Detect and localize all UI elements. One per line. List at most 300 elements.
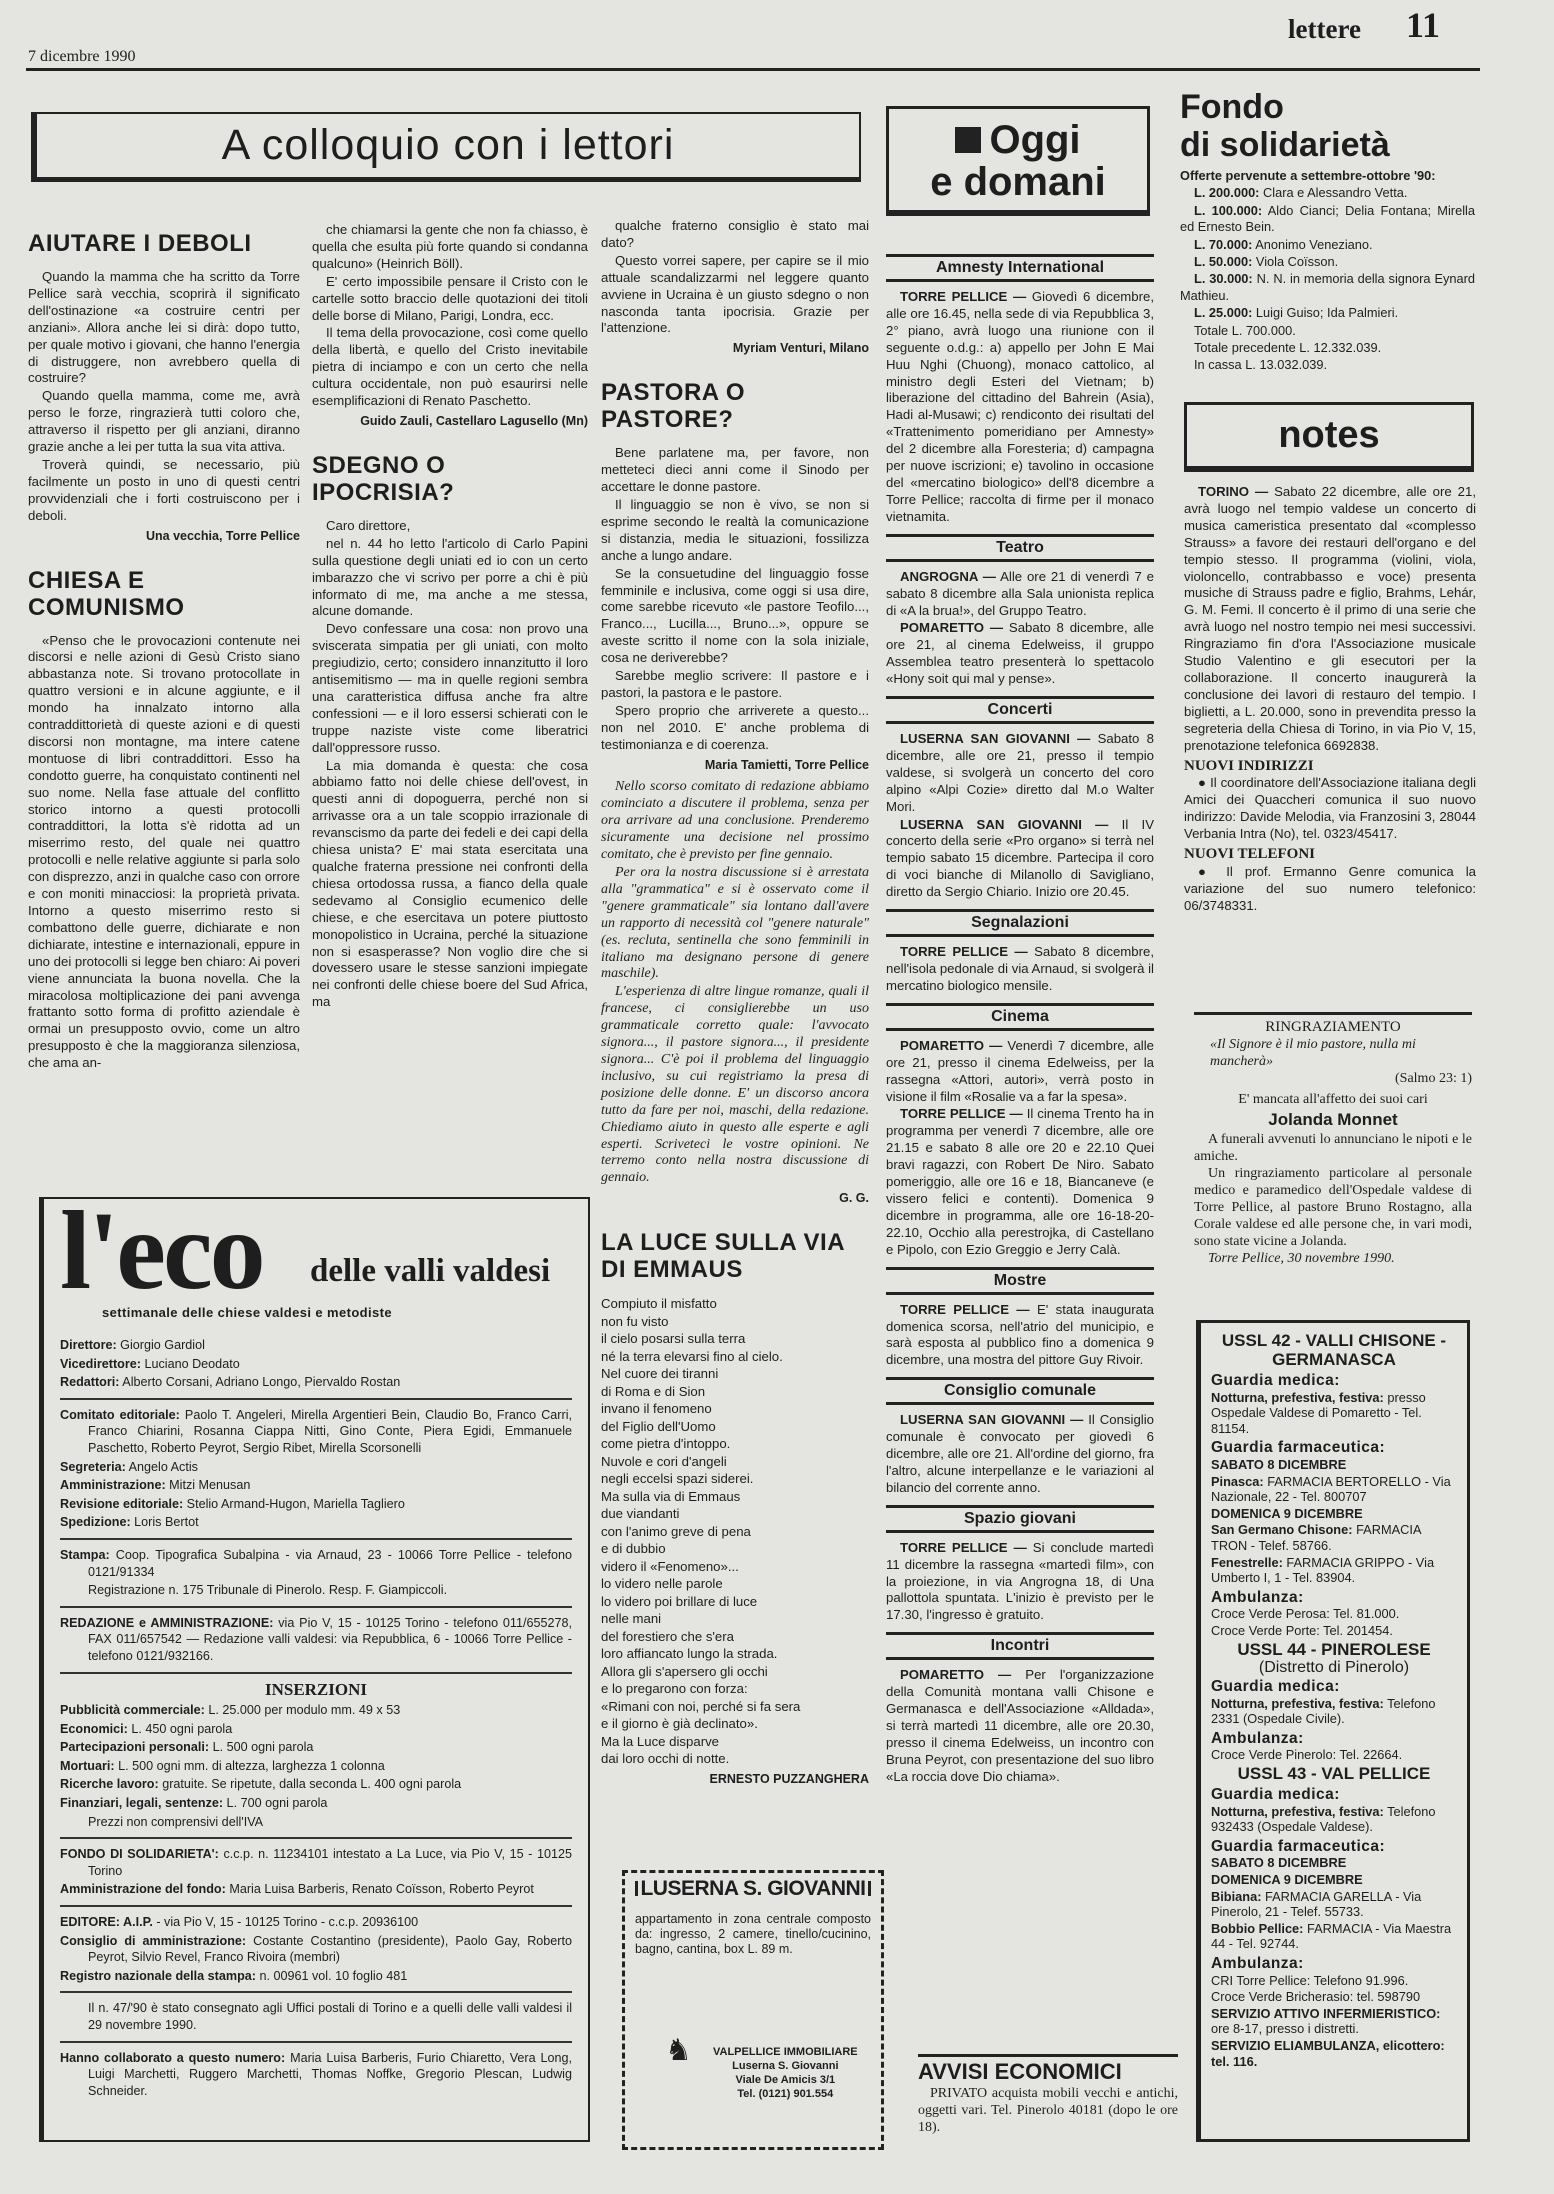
- fondo-list: [1180, 168, 1475, 375]
- fondo-items: [1180, 185, 1475, 373]
- paragraph: Sarebbe meglio scrivere: Il pastore e i pastori, la pastora e le pastore.: [601, 668, 869, 700]
- service-line: [1211, 1872, 1457, 1888]
- paragraph: Questo vorrei sapere, per capire se il mio attuale scandalizzarmi nel leggere quanto avviene in Ucraina è un giusto sdegno o non nasconda tanta ipocrisia. Grazie per l'attenzione.: [601, 252, 869, 336]
- service-line: [1211, 1855, 1457, 1871]
- notes-title: notes: [1278, 414, 1380, 456]
- lead-label: ●: [1198, 863, 1215, 879]
- poem-line: né la terra elevarsi fino al cielo.: [601, 1348, 783, 1364]
- avvisi-title: AVVISI ECONOMICI: [918, 2054, 1178, 2085]
- signature: Maria Tamietti, Torre Pellice: [704, 757, 869, 772]
- lead-label: L. 50.000:: [1194, 254, 1253, 270]
- paragraph-text: L. 700 ogni parola: [223, 1796, 328, 1811]
- oggi-subtitle: e domani: [930, 160, 1106, 204]
- divider: [60, 1837, 572, 1839]
- article-heading: SDEGNO O IPOCRISIA?: [312, 451, 455, 506]
- paragraph: [60, 1582, 572, 1599]
- paragraph-text: Mitzi Menusan: [165, 1478, 251, 1493]
- lead-label: Consiglio di amministrazione:: [60, 1933, 247, 1948]
- paragraph: Totale precedente L. 12.332.039.: [1194, 340, 1382, 356]
- section-heading: Teatro: [886, 534, 1154, 562]
- paragraph-text: Venerdì 7 dicembre, alle ore 21, presso il cinema Edelweiss, per la rassegna «Attori, autori», verrà posto in visione il film «Rosalie va a far la spesa».: [886, 1037, 1154, 1104]
- paragraph-text: Sabato 22 dicembre, alle ore 21, avrà luogo nel tempio valdese un concerto di musica cameristica presentato dal «complesso Strauss» a favore dei restauri dell'organo e del tempio stesso. Il programma (violini, viola, violoncello, contrabbasso e voce) presenta musiche di Strauss padre e figlio, Brahms, Lehár, G. M. Femi. Il concerto è il primo di una serie che avrà luogo nel nostro tempio nei mesi successivi. Ringraziamo fin d'ora l'Associazione musicale Studio Valentino e gli esecutori per la collaborazione. Il concerto inaugurerà la conclusione dei lavori di restauro del tempio. I biglietti, a L. 20.000, sono in prevendita presso la segreteria della Chiesa di Torino, in via Pio V, 15, prenotazione telefonica 6692838.: [1184, 484, 1476, 753]
- paragraph-text: Per l'organizzazione della Comunità montana valli Chisone e Germanasca e dell'Associazione «Alldada», si terrà martedì 11 dicembre, alle ore 20.30, presso il cinema Edelweiss, un incontro con Bruna Peyrot, con presentazione del suo libro «La roccia dove Dio chiama».: [886, 1667, 1154, 1784]
- paragraph: Croce Verde Pinerolo: Tel. 22664.: [1211, 1747, 1403, 1763]
- paragraph-text: Sabato 8 dicembre, alle ore 21, presso il tempio valdese, si svolgerà un concerto del coro alpino «Alpi Cozie» diretto dal M.o Walter Mori.: [886, 731, 1154, 814]
- service-label: SERVIZIO ATTIVO INFERMIERISTICO:: [1211, 2005, 1441, 2021]
- ad-agency: VALPELLICE IMMOBILIARE: [713, 2046, 858, 2058]
- paragraph: [60, 1459, 572, 1476]
- divider: [60, 1905, 572, 1907]
- paragraph-text: Alle ore 21 di venerdì 7 e sabato 8 dicembre alla Sala unionista replica di «A la brua!», del Gruppo Teatro.: [886, 568, 1154, 618]
- paragraph: [60, 1407, 572, 1457]
- paragraph: [60, 1496, 572, 1513]
- divider: [60, 1398, 572, 1400]
- lead-label: Direttore:: [60, 1338, 117, 1352]
- paragraph: Devo confessare una cosa: non provo una sviscerata simpatia per gli uniati, con molto pregiudizio, certo; considero innanzitutto il loro antisemitismo — ma in quelle regioni sembra una caratteristica diffusa anche fra altre confessioni — e il loro essersi schierati con le truppe naziste viste come liberatrici dall'oppressore russo.: [312, 621, 588, 755]
- paragraph-text: Anonimo Veneziano.: [1252, 236, 1373, 252]
- paragraph: [886, 1540, 1154, 1625]
- ringr-p2: Un ringraziamento particolare al personale medico e paramedico dell'Ospedale valdese di Torre Pellice, al pastore Bruno Rostagno, alla Corale valdese ed alle persone che, in vari modi, sono state vicine a Jolanda.: [1194, 1166, 1472, 1249]
- poem-line: nelle mani: [601, 1611, 662, 1627]
- masthead-logo: [60, 1189, 572, 1325]
- service-label: Notturna, prefestiva, festiva:: [1211, 1803, 1384, 1819]
- lead-label: TORRE PELLICE —: [900, 1106, 1023, 1122]
- paragraph: [60, 1776, 572, 1793]
- service-heading: Ambulanza:: [1211, 1729, 1304, 1747]
- lead-label: TORRE PELLICE —: [900, 1539, 1027, 1555]
- service-heading: Guardia farmaceutica:: [1211, 1837, 1386, 1855]
- lead-label: Spedizione:: [60, 1515, 131, 1530]
- lead-label: LUSERNA SAN GIOVANNI —: [900, 816, 1109, 832]
- lead-label: TORRE PELLICE —: [900, 1301, 1030, 1317]
- paragraph: [60, 1702, 572, 1719]
- poem-line: dai loro occhi di notte.: [601, 1751, 730, 1767]
- lead-label: ●: [1198, 775, 1207, 791]
- service-label: Bobbio Pellice:: [1211, 1920, 1304, 1936]
- service-detail: FARMACIA BERTORELLO - Via Nazionale, 22 - Tel. 800707: [1211, 1473, 1451, 1505]
- paragraph: La mia domanda è questa: che cosa abbiamo fatto noi delle chiese dell'ovest, in questi anni di dopoguerra, perché non si arrivasse ora a un tale scoppio irrazionale di revanscismo da parte dei fedeli e dei capi della chiesa unista? E' mai stata esercitata una qualche fraterna pressione nei confronti della chiesa ortodossa russa, a fianco della quale sedevamo al Consiglio ecumenico delle chiese, e che esercitava un potere piuttosto monopolistico in Ucraina, perché la situazione non si esasperasse? Non voglio dire che si dovessero usare le stesse sanzioni impiegate nei confronti delle chiese boere del Sud Africa, ma: [312, 757, 588, 1010]
- column-1: [28, 230, 300, 1073]
- divider: [60, 1538, 572, 1540]
- service-line: [1211, 1804, 1457, 1835]
- paragraph: CRI Torre Pellice: Telefono 91.996.: [1211, 1972, 1409, 1988]
- paragraph: [60, 1514, 572, 1531]
- paragraph: Caro direttore,: [326, 517, 411, 533]
- paragraph: [60, 1477, 572, 1494]
- paragraph: [1180, 203, 1475, 236]
- paragraph-text: L. 500 ogni mm. di altezza, larghezza 1 colonna: [114, 1758, 385, 1773]
- lead-label: Comitato editoriale:: [60, 1407, 180, 1422]
- oggi-title: Oggi: [989, 118, 1081, 162]
- issue-date: 7 dicembre 1990: [28, 48, 136, 65]
- service-line: [1211, 1474, 1457, 1505]
- service-detail: FARMACIA TRON - Telef. 58766.: [1211, 1522, 1421, 1553]
- paragraph: [60, 2050, 572, 2100]
- header-rule: [26, 68, 1480, 71]
- paragraph: [60, 1721, 572, 1738]
- service-line: [1211, 1506, 1457, 1522]
- lead-label: Segreteria:: [60, 1459, 126, 1474]
- ringr-quote: «Il Signore è il mio pastore, nulla mi mancherà»: [1210, 1037, 1416, 1069]
- service-heading: Guardia farmaceutica:: [1211, 1439, 1386, 1457]
- paragraph-text: Il coordinatore dell'Associazione italiana degli Amici dei Quaccheri comunica il suo nuovo indirizzo: Davide Melodia, via Franzosini 3, 28044 Verbania Intra (No), tel. 0323/45417.: [1184, 775, 1476, 842]
- paragraph: [1180, 271, 1475, 304]
- poem-line: loro affiancato lungo la strada.: [601, 1646, 778, 1662]
- paragraph-text: L. 25.000 per modulo mm. 49 x 53: [204, 1703, 401, 1718]
- poem-line: Ma sulla via di Emmaus: [601, 1488, 741, 1504]
- poem-line: due viandanti: [601, 1506, 680, 1522]
- paragraph: Il tema della provocazione, così come quello della libertà, e quello del Cristo inevitabile pietra di inciampo e con un certo che nella cultura occidentale, non può esaurirsi nelle esemplificazioni di Renato Paschetto.: [312, 325, 588, 409]
- notice-heading: NUOVI TELEFONI: [1184, 846, 1316, 863]
- service-detail: FARMACIA GARELLA - Via Pinerolo, 21 - Telef. 55733.: [1211, 1888, 1422, 1920]
- oggi-e-domani-box: [886, 106, 1150, 216]
- lead-label: TORINO —: [1198, 484, 1269, 499]
- paragraph: Troverà quindi, se necessario, più facilmente un posto in uno di questi centri provvidenziali che i forti costruiscono per i deboli.: [28, 456, 300, 523]
- lead-label: POMARETTO —: [900, 1037, 1003, 1053]
- service-label: SERVIZIO ELIAMBULANZA, elicottero: tel. 116.: [1211, 2037, 1445, 2069]
- article-heading: AIUTARE I DEBOLI: [28, 230, 252, 257]
- ussl-heading: USSL 42 - VALLI CHISONE - GERMANASCA: [1221, 1331, 1447, 1369]
- poem-line: del Figlio dell'Uomo: [601, 1418, 716, 1434]
- fondo-title-line2: di solidarietà: [1180, 126, 1390, 164]
- poem-line: Ma la Luce disparve: [601, 1733, 720, 1749]
- paragraph-text: Maria Luisa Barberis, Renato Coïsson, Roberto Peyrot: [225, 1882, 534, 1897]
- service-detail: Telefono 932433 (Ospedale Valdese).: [1211, 1803, 1436, 1835]
- section-name: lettere: [1288, 14, 1361, 44]
- lead-label: Revisione editoriale:: [60, 1496, 184, 1511]
- paragraph-text: Il IV concerto della serie «Pro organo» si terrà nel tempio sabato 15 dicembre. Partecipa il coro di voci bianche di Milanollo di Savigliano, diretto da Sergio Chiario. Inizio ore 20.45.: [886, 816, 1154, 900]
- ad-logo-icon: ♞: [665, 2034, 692, 2067]
- signature: G. G.: [839, 1191, 869, 1206]
- paragraph-text: - via Pio V, 15 - 10125 Torino - c.c.p. 20936100: [152, 1915, 419, 1930]
- paragraph: qualche fraterno consiglio è stato mai dato?: [601, 218, 869, 250]
- service-label: Notturna, prefestiva, festiva:: [1211, 1695, 1384, 1711]
- lead-label: Ricerche lavoro:: [60, 1777, 159, 1792]
- section-heading: Mostre: [886, 1267, 1154, 1295]
- paragraph: [60, 1739, 572, 1756]
- paragraph: Quando quella mamma, come me, avrà perso le forze, ringrazierà tutti coloro che, attraverso il rispetto per gli anziani, diranno grazie anche a lei per tutta la sua vita attiva.: [28, 388, 300, 455]
- poem-line: non fu visto: [601, 1313, 669, 1329]
- lead-label: LUSERNA SAN GIOVANNI —: [900, 731, 1091, 747]
- section-heading: Segnalazioni: [886, 909, 1154, 937]
- divider: [60, 1606, 572, 1608]
- fondo-title-line1: Fondo: [1180, 88, 1284, 126]
- column-2: [312, 222, 588, 1012]
- poem-line: come pietra d'intoppo.: [601, 1436, 731, 1452]
- service-detail: presso Ospedale Valdese di Pomaretto - Tel. 81154.: [1211, 1389, 1426, 1436]
- poem-line: invano il fenomeno: [601, 1401, 712, 1417]
- paragraph: Totale L. 700.000.: [1194, 322, 1296, 338]
- paragraph: [886, 1106, 1154, 1258]
- page-title: A colloquio con i lettori: [221, 121, 675, 169]
- divider: [60, 1672, 572, 1674]
- service-heading: Ambulanza:: [1211, 1955, 1304, 1972]
- divider: [60, 1991, 572, 1993]
- paragraph-text: Il n. 47/'90 è stato consegnato agli Uffici postali di Torino e a quelli delle valli valdesi il 29 novembre 1990.: [88, 2001, 572, 2032]
- lead-label: Economici:: [60, 1721, 128, 1736]
- lead-label: LUSERNA SAN GIOVANNI —: [900, 1412, 1084, 1428]
- paragraph: [60, 1914, 572, 1931]
- ringr-title: RINGRAZIAMENTO: [1265, 1019, 1401, 1035]
- paragraph-text: Sabato 8 dicembre, alle ore 21, al cinema Edelweiss, il gruppo Assemblea teatro presenterà lo spettacolo «Hony soit qui mal y pense».: [886, 620, 1154, 687]
- poem-line: con l'animo greve di pena: [601, 1523, 751, 1539]
- poem-line: videro il «Fenomeno»...: [601, 1558, 739, 1574]
- paragraph-text: Il cinema Trento ha in programma per venerdì 7 dicembre, alle ore 21.15 e sabato 8 alle ore 20 e 22.10 Quei bravi ragazzi, con Robert De Niro. Sabato pomeriggio, alle ore 16 e 18, Biancaneve (e vissero felici e contenti). Domenica 9 dicembre in programma, alle ore 16-18-20-22.10, Occhio alla perestrojka, di Castellano e Pipolo, con Ezio Greggio e Jerry Calà.: [886, 1106, 1154, 1257]
- paragraph-text: Maria Luisa Barberis, Furio Chiaretto, Vera Long, Luigi Marchetti, Ruggero Marchetti, Thomas Noffke, Gregorio Plescan, Ludwig Schneider.: [88, 2050, 572, 2098]
- section-heading: Consiglio comunale: [886, 1377, 1154, 1405]
- paragraph-text: Viola Coïsson.: [1252, 254, 1339, 270]
- section-heading: Concerti: [886, 696, 1154, 724]
- ringr-ref: (Salmo 23: 1): [1395, 1071, 1472, 1086]
- service-line: [1211, 2038, 1457, 2069]
- service-line: [1211, 1921, 1457, 1952]
- service-label: DOMENICA 9 DICEMBRE: [1211, 1872, 1363, 1888]
- service-heading: Ambulanza:: [1211, 1588, 1304, 1606]
- service-heading: Guardia medica:: [1211, 1372, 1340, 1389]
- service-label: Pinasca:: [1211, 1473, 1264, 1489]
- divider: [60, 2041, 572, 2043]
- paragraph-text: E' stata inaugurata domenica scorsa, nell'atrio del municipio, e sarà esposta al pubblico fino a domenica 9 dicembre, una mostra del pittore Guy Rivoir.: [886, 1301, 1154, 1368]
- paragraph: Croce Verde Porte: Tel. 201454.: [1211, 1622, 1393, 1638]
- editorial-note: Per ora la nostra discussione si è arrestata alla "grammatica" e si è osservato come il "genere grammaticale" sia lontano dall'avere un rapporto di necessità col "genere naturale" (es. recluta, sentinella che sono femminili in italiano ma designano persone di genere maschile).: [601, 865, 869, 982]
- lead-label: Amministrazione del fondo:: [60, 1882, 226, 1897]
- lead-label: TORRE PELLICE —: [900, 944, 1028, 960]
- section-heading: Incontri: [886, 1632, 1154, 1660]
- editorial-note: Nello scorso comitato di redazione abbiamo cominciato a discutere il problema, senza per ora arrivare ad una conclusione. Prenderemo sicuramente una decisione nel prossimo comitato, che è previsto per fine gennaio.: [601, 779, 869, 863]
- poem-line: «Rimani con noi, perché si fa sera: [601, 1698, 801, 1714]
- lead-label: Finanziari, legali, sentenze:: [60, 1796, 224, 1811]
- paragraph: Se la consuetudine del linguaggio fosse femminile e inclusiva, come oggi si usa dire, come sarebbe ricevuto «le pastore Teofilo..., Franco..., Lucilla..., Bruno...», oppure se aveste scritto il nome con la sola iniziale, cosa ne deriverebbe?: [601, 565, 869, 666]
- service-label: Fenestrelle:: [1211, 1554, 1283, 1570]
- paragraph-text: Angelo Actis: [125, 1459, 198, 1474]
- avvisi-economici: [918, 2054, 1178, 2136]
- signature: Myriam Venturi, Milano: [732, 341, 869, 356]
- ringraziamento: [1194, 1012, 1472, 1267]
- signature: Guido Zauli, Castellaro Lagusello (Mn): [360, 413, 588, 428]
- ad-address1: Luserna S. Giovanni: [732, 2060, 839, 2072]
- lead-label: ANGROGNA —: [900, 568, 996, 584]
- paragraph-text: Alberto Corsani, Adriano Longo, Piervaldo Rostan: [119, 1375, 401, 1390]
- section-heading: Amnesty International: [886, 254, 1154, 282]
- paragraph-text: Clara e Alessandro Vetta.: [1259, 185, 1408, 201]
- poem-line: e il giorno è già declinato».: [601, 1716, 758, 1732]
- subsection-heading: INSERZIONI: [264, 1679, 368, 1699]
- paragraph-text: n. 00961 vol. 10 foglio 481: [255, 1968, 408, 1983]
- paragraph-text: N. N. in memoria della signora Eynard Mathieu.: [1180, 271, 1475, 303]
- column-5: [1184, 484, 1476, 916]
- lead-label: Amministrazione:: [60, 1478, 166, 1493]
- lead-label: L. 30.000:: [1194, 271, 1253, 287]
- signature: ERNESTO PUZZANGHERA: [709, 1771, 869, 1786]
- paragraph: [1180, 305, 1475, 321]
- lead-label: Stampa:: [60, 1547, 110, 1562]
- ussl-district: (Distretto di Pinerolo): [1258, 1658, 1410, 1676]
- poem-line: di Roma e di Sion: [601, 1383, 706, 1399]
- service-line: [1211, 1889, 1457, 1920]
- logo-subtitle: delle valli valdesi: [310, 1253, 551, 1289]
- ringr-p1: A funerali avvenuti lo annunciano le nipoti e le amiche.: [1194, 1132, 1472, 1164]
- paragraph: [60, 1547, 572, 1580]
- lead-label: L. 100.000:: [1194, 202, 1263, 218]
- service-detail: FARMACIA GRIPPO - Via Umberto I, 1 - Tel. 83904.: [1211, 1554, 1435, 1586]
- ringr-line1: E' mancata all'affetto dei suoi cari: [1238, 1092, 1428, 1107]
- poem-line: Nuvole e cori d'angeli: [601, 1453, 727, 1469]
- paragraph: [60, 1758, 572, 1775]
- lead-label: TORRE PELLICE —: [900, 289, 1027, 304]
- poem-line: lo videro nelle parole: [601, 1576, 723, 1592]
- paragraph: [1180, 254, 1475, 270]
- lead-label: Registro nazionale della stampa:: [60, 1968, 256, 1983]
- lead-label: L. 70.000:: [1194, 236, 1253, 252]
- paragraph-text: Paolo T. Angeleri, Mirella Argentieri Bein, Claudio Bo, Franco Carri, Franco Chiarini, Rosanna Ciappa Nitti, Gino Conte, Piera Egidi, Emmanuele Paschetto, Roberto Peyrot, Sergio Ribet, Mirella Scorsonelli: [88, 1407, 572, 1455]
- page-number: 11: [1406, 5, 1441, 45]
- ad-address2: Viale De Amicis 3/1: [735, 2074, 836, 2086]
- paragraph: [60, 1374, 572, 1391]
- paragraph-text: gratuite. Se ripetute, dalla seconda L. 400 ogni parola: [158, 1777, 462, 1792]
- service-heading: Guardia medica:: [1211, 1678, 1340, 1696]
- avvisi-text: PRIVATO acquista mobili vecchi e antichi, oggetti vari. Tel. Pinerolo 40181 (dopo le ore 18).: [918, 2086, 1178, 2135]
- paragraph-text: Registrazione n. 175 Tribunale di Pinerolo. Resp. F. Giampiccoli.: [88, 1583, 448, 1598]
- paragraph: [886, 289, 1154, 526]
- service-label: Notturna, prefestiva, festiva:: [1211, 1389, 1384, 1405]
- service-line: [1211, 1696, 1457, 1727]
- paragraph: Bene parlatene ma, per favore, non metteteci dieci anni come il Sinodo per accettare le donne pastore.: [601, 445, 869, 495]
- lead-label: Mortuari:: [60, 1758, 115, 1773]
- paragraph: [1184, 775, 1476, 843]
- paragraph: [886, 620, 1154, 688]
- tagline: settimanale delle chiese valdesi e metodiste: [102, 1305, 393, 1320]
- lead-label: EDITORE: A.I.P.: [60, 1915, 153, 1930]
- real-estate-ad: [622, 1870, 884, 2150]
- poem-line: negli eccelsi spazi siderei.: [601, 1471, 754, 1487]
- paragraph: [886, 1667, 1154, 1785]
- paragraph-text: Loris Bertot: [130, 1515, 199, 1530]
- paragraph: [60, 1933, 572, 1966]
- service-label: DOMENICA 9 DICEMBRE: [1211, 1505, 1363, 1521]
- ringr-place: Torre Pellice, 30 novembre 1990.: [1208, 1251, 1395, 1266]
- ussl-heading: USSL 43 - VAL PELLICE: [1237, 1764, 1431, 1784]
- lead-label: Redattori:: [60, 1375, 120, 1390]
- lead-label: L. 25.000:: [1194, 305, 1253, 321]
- column-4: [886, 246, 1154, 1787]
- paragraph: [886, 1412, 1154, 1497]
- paragraph-text: L. 450 ogni parola: [127, 1721, 233, 1736]
- lead-label: POMARETTO —: [900, 620, 1004, 636]
- paragraph-text: Prezzi non comprensivi dell'IVA: [88, 1814, 264, 1829]
- masthead-box: [39, 1189, 590, 2142]
- logo-eco: l'eco: [60, 1189, 263, 1313]
- lead-label: Pubblicità commerciale:: [60, 1703, 205, 1718]
- signature: Una vecchia, Torre Pellice: [145, 528, 300, 543]
- service-line: [1211, 2006, 1457, 2037]
- paragraph: [60, 1356, 572, 1373]
- square-icon: [955, 127, 981, 153]
- paragraph-text: Si conclude martedì 11 dicembre la rassegna «martedì film», con la proiezione, in via Angrogna 18, di Una pallottola spuntata. L'inizio è previsto per le 17.30, l'ingresso è gratuito.: [886, 1539, 1155, 1623]
- paragraph-text: via Pio V, 15 - 10125 Torino - telefono 011/655278, FAX 011/657542 — Redazione valli valdesi: via Repubblica, 6 - 10066 Torre Pellice - telefono 0121/932166.: [88, 1615, 572, 1663]
- fondo-title: [1180, 88, 1390, 164]
- paragraph: [60, 2000, 572, 2033]
- lead-label: FONDO DI SOLIDARIETA':: [60, 1847, 219, 1862]
- lead-label: Vicedirettore:: [60, 1356, 141, 1371]
- paragraph: E' certo impossibile pensare il Cristo con le cartelle sotto braccio delle quotazioni dei titoli delle borse di Milano, Parigi, Londra, ecc.: [312, 273, 588, 323]
- paragraph: Il linguaggio se non è vivo, se non si esprime secondo le realtà la comunicazione si distanzia, media le situazioni, fossilizza anche a lungo andare.: [601, 496, 869, 563]
- paragraph-text: Il prof. Ermanno Genre comunica la variazione del suo numero telefonico: 06/3748331.: [1184, 863, 1476, 913]
- section-heading: Spazio giovani: [886, 1505, 1154, 1533]
- paragraph: [60, 1881, 572, 1898]
- poem-line: Nel cuore dei tiranni: [601, 1366, 719, 1382]
- paragraph: che chiamarsi la gente che non fa chiasso, è quella che esulta più forte quando si condanna qualcuno» (Heinrich Böll).: [312, 222, 588, 271]
- paragraph: [60, 1795, 572, 1812]
- service-detail: FARMACIA - Via Maestra 44 - Tel. 92744.: [1211, 1920, 1452, 1952]
- poem-line: e di dubbio: [601, 1541, 666, 1557]
- paragraph: Quando la mamma che ha scritto da Torre Pellice sarà vecchia, scoprirà il significato dell'ostinazione «a costruire centri per anziani». Allora anche lei si dirà: dopo tutto, per quale motivo i giovani, che hanno l'energia di distruggere, non avrebbero quella di costruire?: [28, 269, 300, 386]
- poem-line: Allora gli s'apersero gli occhi: [601, 1663, 768, 1679]
- paragraph: Spero proprio che arriverete a questo... non nel 2010. E' anche problema di testimonianza e di coerenza.: [601, 702, 869, 752]
- lead-label: Partecipazioni personali:: [60, 1740, 210, 1755]
- fondo-subtitle: Offerte pervenute a settembre-ottobre '90:: [1180, 168, 1436, 183]
- paragraph: [60, 1615, 572, 1665]
- section-heading: Cinema: [886, 1003, 1154, 1031]
- paragraph-text: Il Consiglio comunale è convocato per giovedì 6 dicembre, alle ore 21. All'ordine del giorno, fra l'altro, alcune interpellanze e le variazioni al bilancio del corrente anno.: [886, 1412, 1154, 1495]
- paragraph: [1180, 237, 1475, 253]
- paragraph: [60, 1337, 572, 1354]
- service-label: Bibiana:: [1211, 1888, 1262, 1904]
- paragraph: In cassa L. 13.032.039.: [1194, 357, 1328, 373]
- paragraph: [60, 1846, 572, 1879]
- ussl-heading: USSL 44 - PINEROLESE: [1237, 1639, 1431, 1659]
- paragraph-text: c.c.p. n. 11234101 intestato a La Luce, via Pio V, 15 - 10125 Torino: [88, 1847, 572, 1878]
- lead-label: L. 200.000:: [1194, 185, 1260, 201]
- ad-phone: Tel. (0121) 901.554: [737, 2088, 834, 2100]
- service-label: SABATO 8 DICEMBRE: [1211, 1855, 1347, 1871]
- paragraph: «Penso che le provocazioni contenute nei discorsi e nelle azioni di Gesù Cristo siano abbastanza note. Si trovano protocollate in quattro versioni e in alcune aggiunte, e il mondo ha innalzato intorno alla contraddittorietà di queste azioni e di questi discorsi non montagne, ma intere catene montuose di libri contraddittori. Esso ha condotto guerre, ha conquistato continenti nel suo nome. Nella fase attuale del conflitto storico intorno a questi protocolli contraddittori, la lotta s'è ridotta ad un miserrimo resto, del quale nei quattro protocolli e nelle relative aggiunte si parla solo con disprezzo, anzi in qualche caso con orrore e con moniti minacciosi: la proprietà privata. Intorno a questo miserrimo resto si combattono delle guerre, dichiarate e non dichiarate, intestine e internazionali, eppure in uno dei protocolli si legge ben chiaro: Ai poveri viene annunciata la buona novella. Che la miracolosa moltiplicazione dei pani avvenga frattanto sotto forma di profitto aziendale è ormai un presupposto ovvio, come un altro presupposto è che la maggioranza silenziosa, che ama an-: [28, 632, 300, 1071]
- ussl-box: [1196, 1320, 1470, 2142]
- service-detail: ore 8-17, presso i distretti.: [1211, 2021, 1359, 2037]
- paragraph: [1184, 864, 1476, 915]
- notes-box: [1184, 402, 1474, 472]
- lead-label: POMARETTO —: [900, 1667, 1012, 1683]
- paragraph-text: Luigi Guiso; Ida Palmieri.: [1252, 305, 1399, 321]
- service-detail: Telefono 2331 (Ospedale Civile).: [1211, 1695, 1436, 1727]
- poem-line: Compiuto il misfatto: [601, 1296, 717, 1312]
- paragraph: [886, 569, 1154, 620]
- service-line: [1211, 1457, 1457, 1473]
- paragraph: nel n. 44 ho letto l'articolo di Carlo Papini sulla questione degli uniati ed io con un certo imbarazzo che vi scrivo per porre a chi è più informato di me, ma anche a me stessa, alcune domande.: [312, 535, 588, 619]
- lead-label: REDAZIONE e AMMINISTRAZIONE:: [60, 1615, 274, 1630]
- paragraph: [60, 1968, 572, 1985]
- paragraph-text: Giorgio Gardiol: [116, 1338, 205, 1352]
- editorial-note: L'esperienza di altre lingue romanze, quali il francese, ci consiglierebbe un uso grammaticale corretto quale: l'avvocato signora..., il pastore signora..., il presidente signora... C'è poi il problema del linguaggio inclusivo, su cui registriamo la presa di posizione delle donne. E' un discorso ancora tutto da fare per noi, maschi, della redazione. Chiediamo aiuto in questo alle esperte e agli esperti. Scriveteci le vostre opinioni. Ne terremo conto nella nostra discussione di gennaio.: [601, 984, 869, 1186]
- paragraph-text: Aldo Cianci; Delia Fontana; Mirella ed Ernesto Bein.: [1180, 202, 1475, 235]
- staff-list: [60, 1337, 572, 2099]
- paragraph: [886, 1302, 1154, 1370]
- paragraph-text: Coop. Tipografica Subalpina - via Arnaud, 23 - 10066 Torre Pellice - telefono 0121/91334: [88, 1547, 572, 1579]
- paragraph-text: Costante Costantino (presidente), Paolo Gay, Roberto Peyrot, Silvio Revel, Franco Rivoira (membri): [88, 1933, 572, 1965]
- service-line: [1211, 1522, 1457, 1553]
- paragraph-text: L. 500 ogni parola: [209, 1740, 314, 1755]
- service-heading: Guardia medica:: [1211, 1786, 1340, 1804]
- poem-line: lo videro poi brillare di luce: [601, 1593, 758, 1609]
- paragraph-text: Luciano Deodato: [140, 1356, 240, 1371]
- paragraph: [886, 817, 1154, 902]
- article-heading: LA LUCE SULLA VIA DI EMMAUS: [601, 1229, 845, 1284]
- paragraph: [1180, 185, 1475, 201]
- paragraph: [886, 1038, 1154, 1106]
- paragraph: [60, 1814, 572, 1831]
- ad-text: appartamento in zona centrale composto da: ingresso, 2 camere, tinello/cucinino, bagno, cantina, box L. 89 m.: [635, 1912, 871, 1956]
- poem-line: e lo pregarono con forza:: [601, 1681, 748, 1697]
- service-label: SABATO 8 DICEMBRE: [1211, 1456, 1347, 1472]
